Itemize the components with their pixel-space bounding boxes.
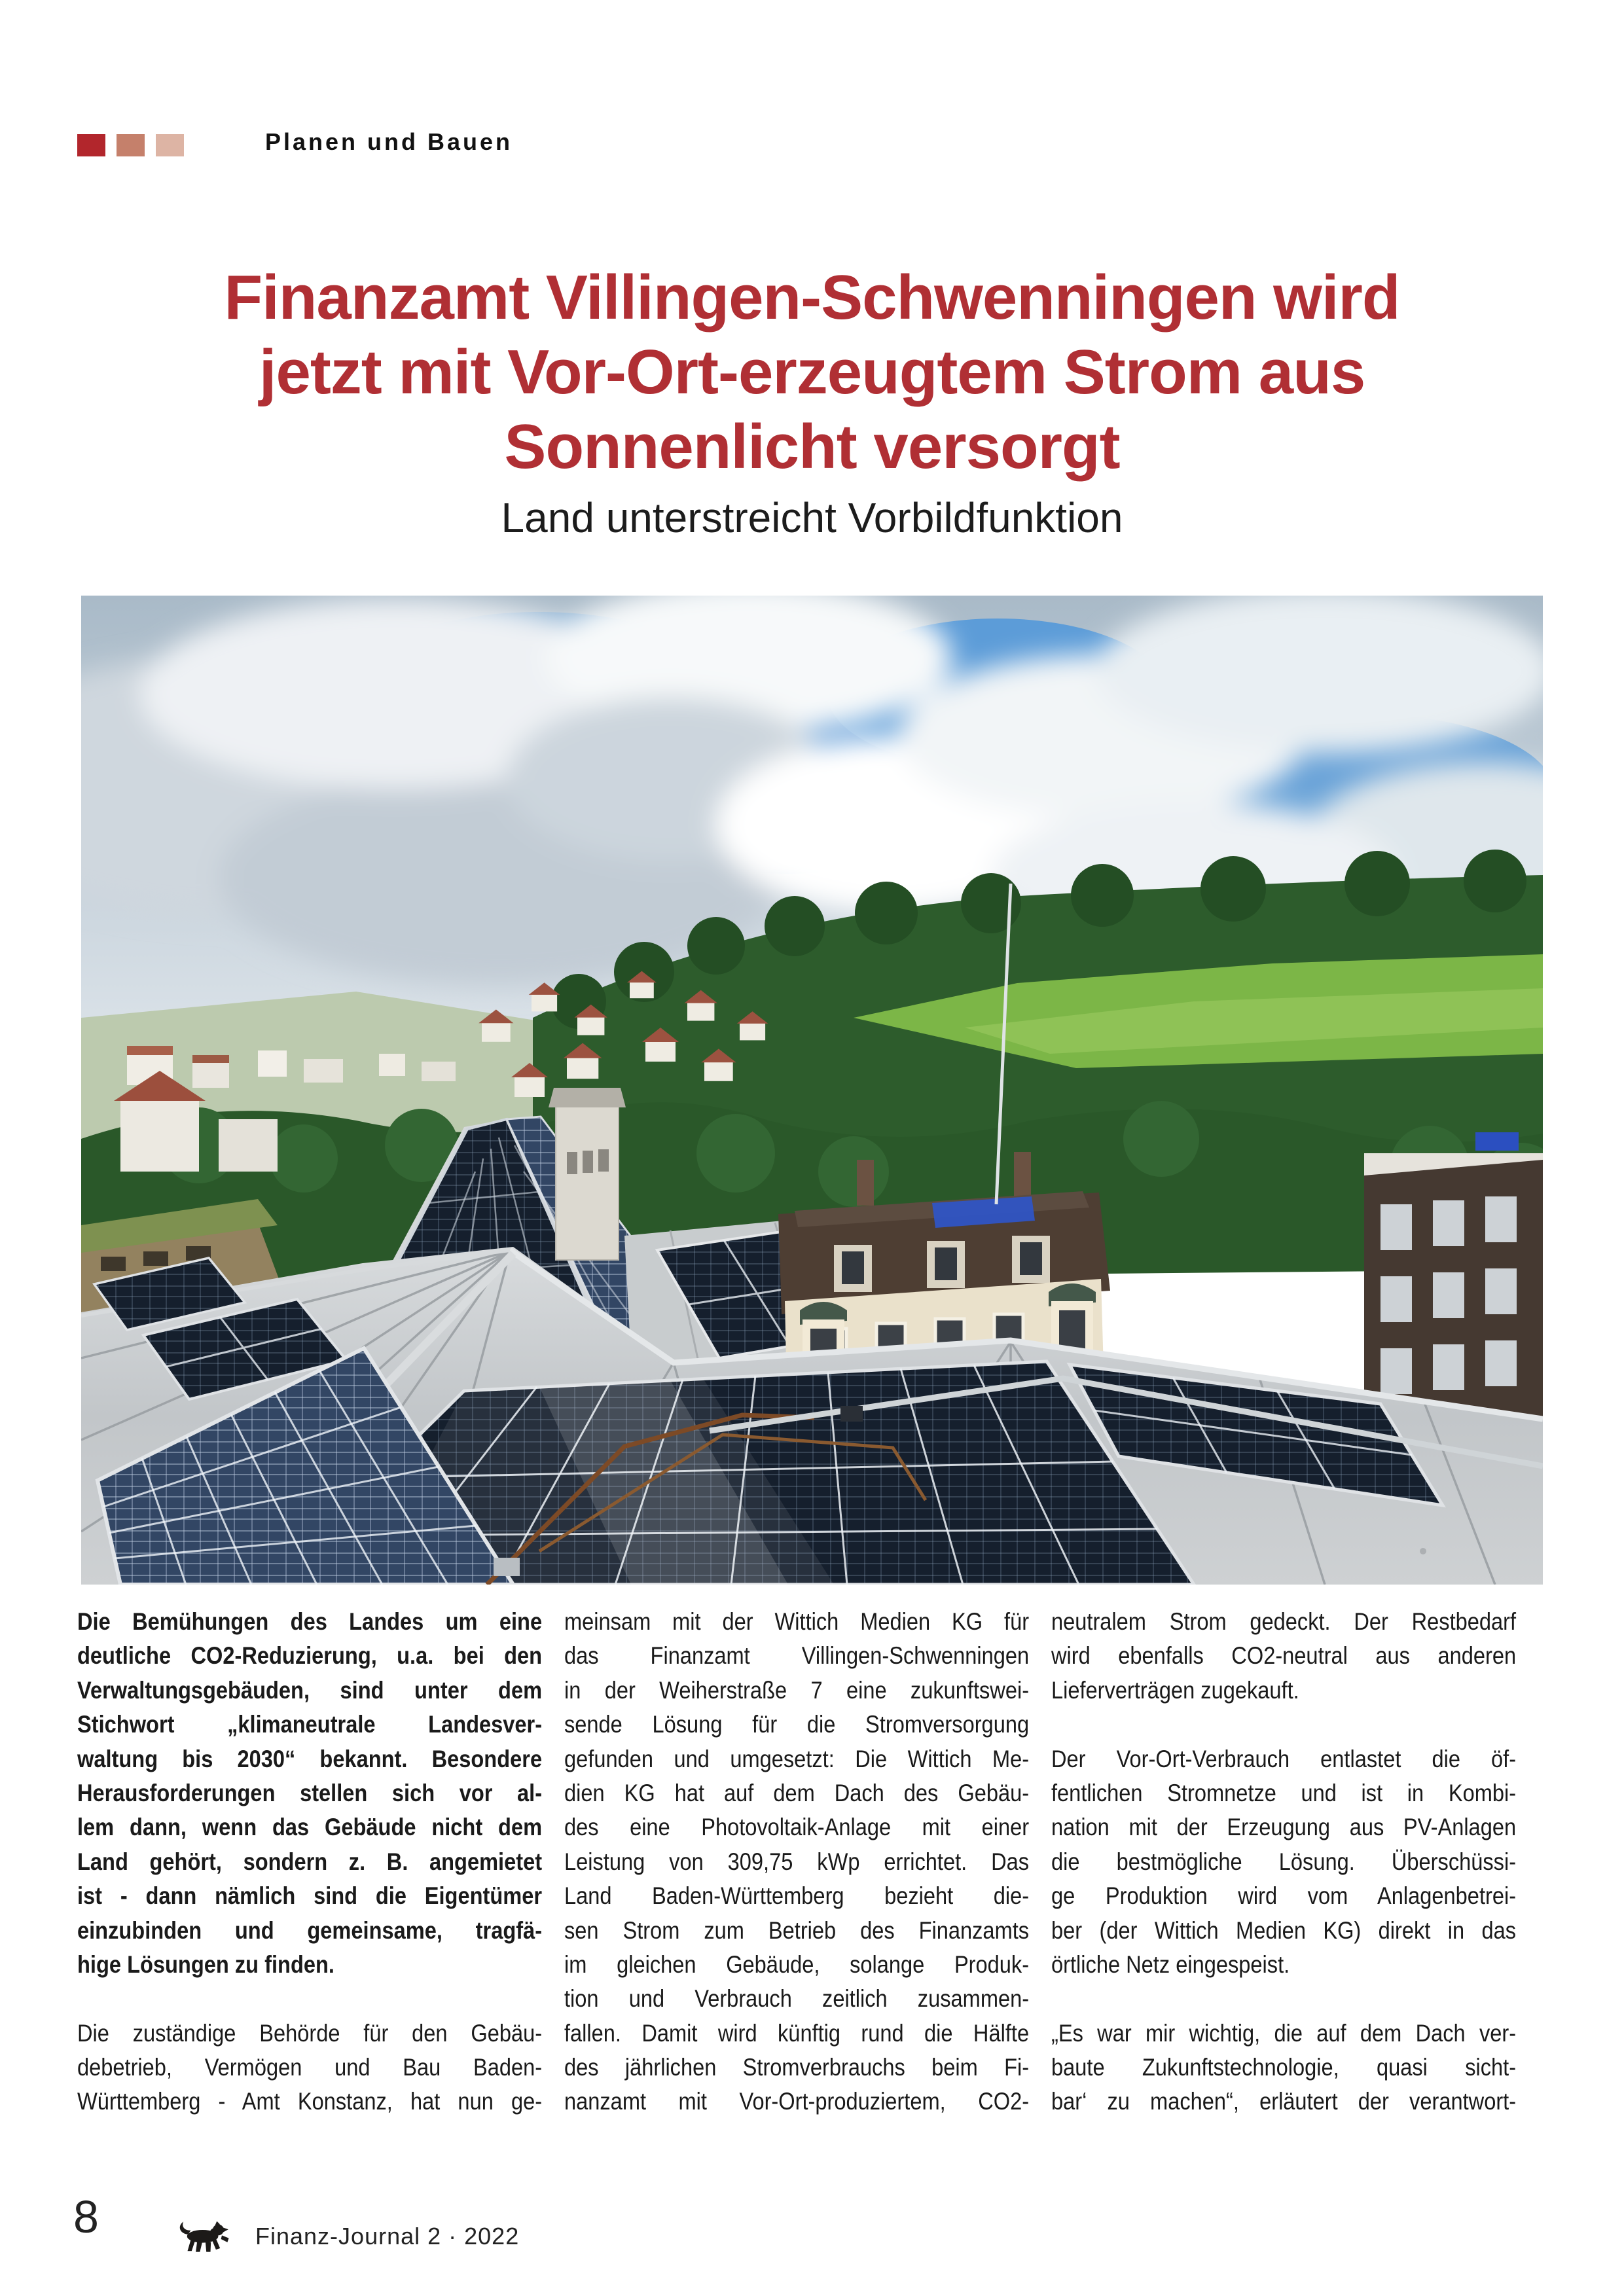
marker-square-dark bbox=[77, 134, 105, 156]
text-line: Herausforderungen stellen sich vor al- bbox=[77, 1779, 543, 1806]
text-line: nation mit der Erzeugung aus PV-Anlagen bbox=[1051, 1814, 1517, 1841]
text-line: die bestmögliche Lösung. Überschüssi- bbox=[1051, 1848, 1517, 1875]
text-line: Verwaltungsgebäuden, sind unter dem bbox=[77, 1676, 543, 1704]
text-line: dien KG hat auf dem Dach des Gebäu- bbox=[564, 1779, 1030, 1806]
title-line-3: Sonnenlicht versorgt bbox=[504, 412, 1120, 482]
text-line: „Es war mir wichtig, die auf dem Dach ver- bbox=[1051, 2019, 1517, 2047]
text-line: einzubinden und gemeinsame, tragfä- bbox=[77, 1916, 543, 1944]
text-line: Württemberg - Amt Konstanz, hat nun ge- bbox=[77, 2088, 543, 2115]
journal-name-issue: Finanz-Journal 2 · 2022 bbox=[255, 2223, 520, 2250]
page-number: 8 bbox=[73, 2191, 99, 2242]
text-line: fentlichen Stromnetze und ist in Kombi- bbox=[1051, 1779, 1517, 1806]
text-line: waltung bis 2030“ bekannt. Besondere bbox=[77, 1745, 543, 1772]
photo-tower bbox=[549, 1088, 626, 1260]
text-line: ist - dann nämlich sind die Eigentümer bbox=[77, 1882, 543, 1910]
section-label: Planen und Bauen bbox=[265, 128, 513, 155]
article-photo-solar-roof bbox=[81, 596, 1543, 1585]
article-column-2 bbox=[564, 1605, 1092, 2128]
section-marker-squares bbox=[77, 134, 184, 156]
text-line: das Finanzamt Villingen-Schwenningen bbox=[564, 1642, 1030, 1670]
text-line: sen Strom zum Betrieb des Finanzamts bbox=[564, 1916, 1030, 1944]
text-line: im gleichen Gebäude, solange Produk- bbox=[564, 1950, 1030, 1978]
text-line: deutliche CO2-Reduzierung, u.a. bei den bbox=[77, 1642, 543, 1670]
text-line: hige Lösungen zu finden. bbox=[77, 1950, 334, 1978]
text-line: des jährlichen Stromverbrauchs beim Fi- bbox=[564, 2054, 1030, 2081]
text-line: Der Vor-Ort-Verbrauch entlastet die öf- bbox=[1051, 1745, 1517, 1772]
article-subtitle: Land unterstreicht Vorbildfunktion bbox=[501, 494, 1123, 541]
text-line: Land gehört, sondern z. B. angemietet bbox=[77, 1848, 543, 1875]
text-line: in der Weiherstraße 7 eine zukunftswei- bbox=[564, 1676, 1030, 1704]
text-line: debetrieb, Vermögen und Bau Baden- bbox=[77, 2054, 543, 2081]
text-line: nanzamt mit Vor-Ort-produziertem, CO2- bbox=[564, 2088, 1030, 2115]
text-line: Die Bemühungen des Landes um eine bbox=[77, 1608, 543, 1635]
text-line: örtliche Netz eingespeist. bbox=[1051, 1950, 1290, 1978]
title-line-1: Finanzamt Villingen-Schwenningen wird bbox=[224, 262, 1400, 332]
text-line: des eine Photovoltaik-Anlage mit einer bbox=[564, 1814, 1030, 1841]
text-line: ge Produktion wird vom Anlagenbetrei- bbox=[1051, 1882, 1517, 1910]
text-line: fallen. Damit wird künftig rund die Hälfte bbox=[564, 2019, 1030, 2047]
text-line bbox=[1051, 1708, 1516, 1742]
title-line-2: jetzt mit Vor-Ort-erzeugtem Strom aus bbox=[259, 337, 1365, 407]
text-line: Stichwort „klimaneutrale Landesver- bbox=[77, 1711, 543, 1738]
marker-square-mid bbox=[117, 134, 145, 156]
text-line bbox=[77, 1982, 542, 2016]
text-line: tion und Verbrauch zeitlich zusammen- bbox=[564, 1985, 1030, 2013]
marker-square-light bbox=[156, 134, 184, 156]
text-line: Die zuständige Behörde für den Gebäu- bbox=[77, 2019, 543, 2047]
article-column-1 bbox=[77, 1605, 605, 2128]
text-line: lem dann, wenn das Gebäude nicht dem bbox=[77, 1814, 543, 1841]
article-title bbox=[0, 260, 1624, 484]
text-line: ber (der Wittich Medien KG) direkt in das bbox=[1051, 1916, 1517, 1944]
article-column-3 bbox=[1051, 1605, 1579, 2128]
text-line: sende Lösung für die Stromversorgung bbox=[564, 1711, 1030, 1738]
text-line: Land Baden-Württemberg bezieht die- bbox=[564, 1882, 1030, 1910]
text-line bbox=[1051, 1982, 1516, 2016]
text-line: wird ebenfalls CO2-neutral aus anderen bbox=[1051, 1642, 1517, 1670]
text-line: baute Zukunftstechnologie, quasi sicht- bbox=[1051, 2054, 1517, 2081]
text-line: Leistung von 309,75 kWp errichtet. Das bbox=[564, 1848, 1030, 1875]
text-line: Lieferverträgen zugekauft. bbox=[1051, 1676, 1299, 1704]
text-line: gefunden und umgesetzt: Die Wittich Me- bbox=[564, 1745, 1030, 1772]
text-line: bar‘ zu machen“, erläutert der verantwort- bbox=[1051, 2088, 1517, 2115]
lion-logo-icon bbox=[175, 2216, 232, 2253]
text-line: meinsam mit der Wittich Medien KG für bbox=[564, 1608, 1030, 1635]
text-line: neutralem Strom gedeckt. Der Restbedarf bbox=[1051, 1608, 1517, 1635]
